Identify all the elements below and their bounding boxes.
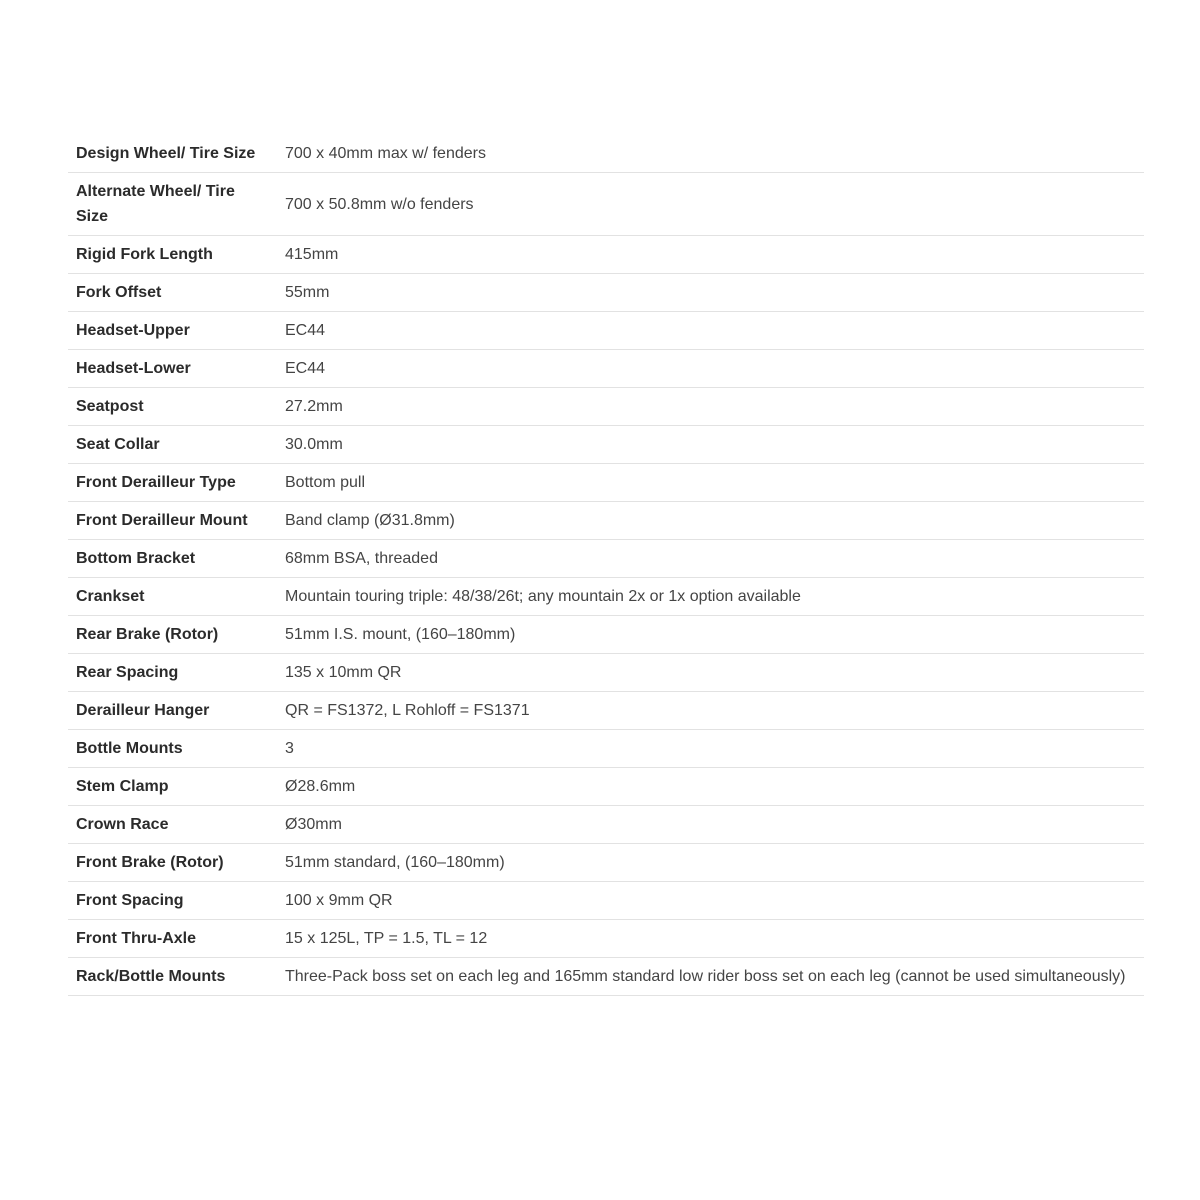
spec-label: Seat Collar — [76, 436, 160, 453]
spec-value: 30.0mm — [285, 436, 343, 453]
spec-value: 700 x 50.8mm w/o fenders — [285, 195, 474, 213]
table-row — [68, 540, 1144, 578]
spec-value: QR = FS1372, L Rohloff = FS1371 — [285, 702, 530, 719]
spec-value: 135 x 10mm QR — [285, 664, 402, 681]
spec-label: Rear Brake (Rotor) — [76, 626, 219, 643]
spec-value: 51mm I.S. mount, (160–180mm) — [285, 626, 516, 643]
spec-label: Crown Race — [76, 816, 169, 833]
table-row — [68, 616, 1144, 654]
table-row — [68, 806, 1144, 844]
spec-value: Bottom pull — [285, 474, 366, 491]
spec-label: Alternate Wheel/ Tire Size — [76, 183, 235, 225]
spec-value: 27.2mm — [285, 398, 343, 415]
spec-label: Rigid Fork Length — [76, 246, 213, 263]
table-row — [68, 502, 1144, 540]
spec-value: EC44 — [285, 322, 326, 339]
spec-label: Headset-Lower — [76, 360, 191, 377]
table-row — [68, 692, 1144, 730]
spec-label: Bottom Bracket — [76, 550, 196, 567]
spec-value: 100 x 9mm QR — [285, 892, 393, 909]
table-row — [68, 844, 1144, 882]
table-row — [68, 920, 1144, 958]
spec-value: 51mm standard, (160–180mm) — [285, 854, 505, 871]
spec-label: Front Brake (Rotor) — [76, 854, 224, 871]
spec-label: Front Derailleur Type — [76, 474, 236, 491]
spec-value: 415mm — [285, 246, 339, 263]
spec-label: Derailleur Hanger — [76, 702, 210, 719]
spec-label: Fork Offset — [76, 284, 162, 301]
table-row — [68, 882, 1144, 920]
spec-label: Rear Spacing — [76, 664, 179, 681]
spec-value: Ø30mm — [285, 816, 342, 833]
table-row — [68, 350, 1144, 388]
spec-label: Front Derailleur Mount — [76, 512, 248, 529]
spec-label: Crankset — [76, 588, 145, 605]
table-row — [68, 312, 1144, 350]
spec-label: Design Wheel/ Tire Size — [76, 145, 256, 162]
table-row — [68, 236, 1144, 274]
table-row — [68, 173, 1144, 236]
table-row — [68, 464, 1144, 502]
spec-value: Mountain touring triple: 48/38/26t; any mountain 2x or 1x option available — [285, 588, 801, 605]
table-row — [68, 388, 1144, 426]
spec-value: 68mm BSA, threaded — [285, 550, 438, 567]
spec-label: Bottle Mounts — [76, 740, 183, 757]
spec-label: Headset-Upper — [76, 322, 190, 339]
table-row — [68, 135, 1144, 173]
table-row — [68, 578, 1144, 616]
table-row — [68, 730, 1144, 768]
spec-value: 700 x 40mm max w/ fenders — [285, 145, 486, 162]
table-row — [68, 768, 1144, 806]
spec-label: Front Thru-Axle — [76, 930, 196, 947]
specs-table — [68, 135, 1144, 996]
table-row — [68, 426, 1144, 464]
spec-value: Ø28.6mm — [285, 778, 356, 795]
spec-value: EC44 — [285, 360, 326, 377]
spec-value: Band clamp (Ø31.8mm) — [285, 512, 455, 529]
table-row — [68, 654, 1144, 692]
spec-value: Three-Pack boss set on each leg and 165mm standard low rider boss set on each leg (cannot be used simultaneously) — [285, 968, 1126, 985]
spec-label: Seatpost — [76, 398, 144, 415]
table-row — [68, 274, 1144, 312]
specs-table-container — [68, 135, 1144, 996]
spec-value: 55mm — [285, 284, 330, 301]
spec-value: 3 — [285, 740, 294, 757]
table-row — [68, 958, 1144, 996]
spec-label: Rack/Bottle Mounts — [76, 968, 226, 985]
spec-value: 15 x 125L, TP = 1.5, TL = 12 — [285, 930, 488, 947]
spec-label: Front Spacing — [76, 892, 184, 909]
spec-label: Stem Clamp — [76, 778, 169, 795]
